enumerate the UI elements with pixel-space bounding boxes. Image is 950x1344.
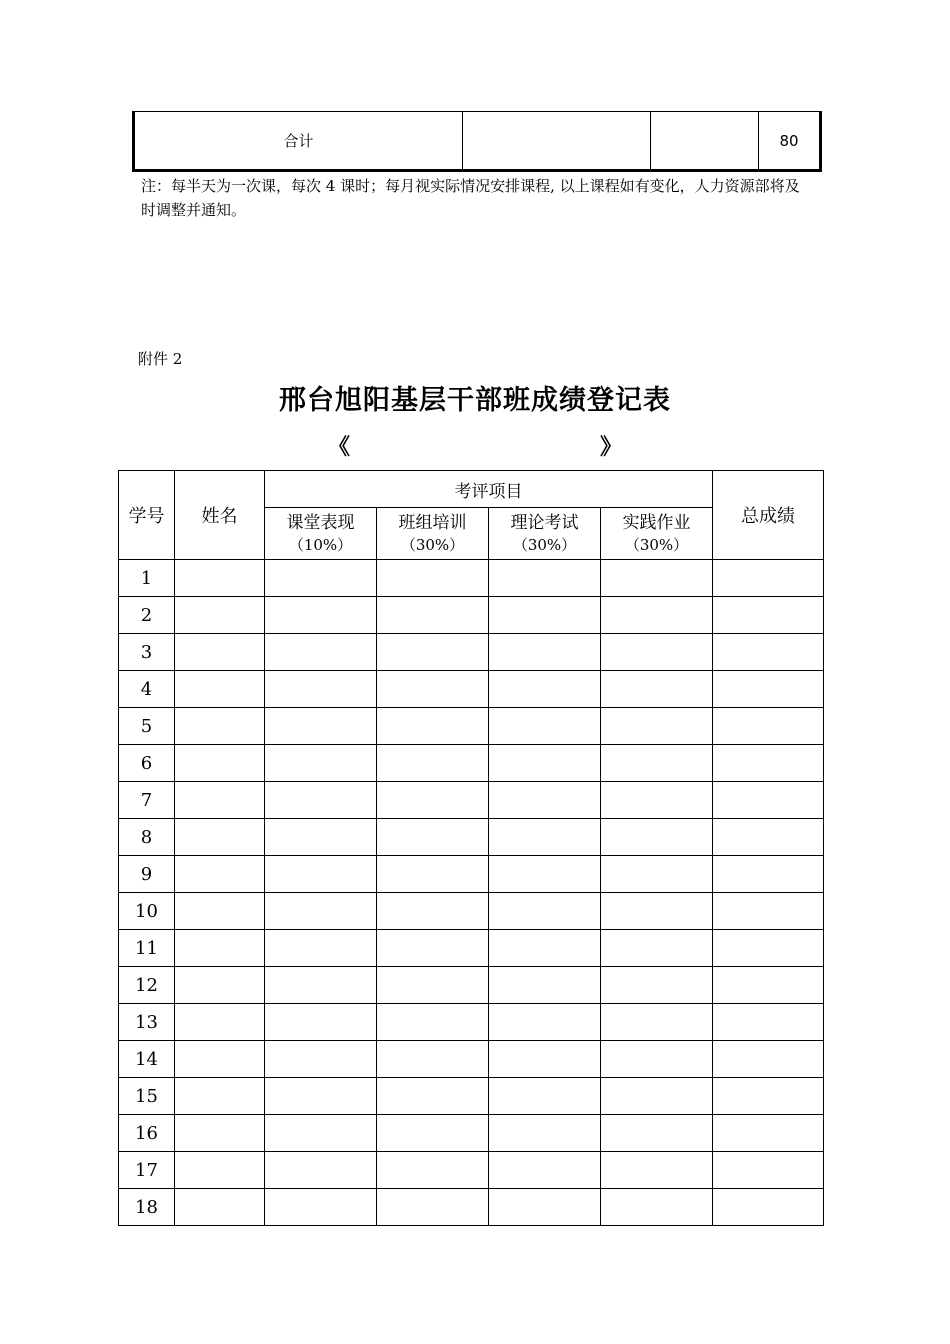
header-name: 姓名 xyxy=(175,471,265,560)
table-row xyxy=(119,1041,824,1078)
course-note: 注：每半天为一次课，每次 4 课时；每月视实际情况安排课程, 以上课程如有变化，人力资源部将及时调整并通知。 xyxy=(141,177,800,219)
table-row xyxy=(119,856,824,893)
grade-cell xyxy=(713,930,824,967)
grade-cell xyxy=(175,560,265,597)
grade-cell xyxy=(377,1078,489,1115)
table-row xyxy=(119,782,824,819)
header-total-score: 总成绩 xyxy=(713,471,824,560)
grade-cell xyxy=(377,1004,489,1041)
grade-cell xyxy=(713,708,824,745)
header-sub-item xyxy=(265,508,377,560)
grade-cell xyxy=(377,893,489,930)
grade-cell xyxy=(713,893,824,930)
grade-cell xyxy=(265,597,377,634)
row-number: 7 xyxy=(119,782,175,819)
grade-cell xyxy=(489,1189,601,1226)
row-number: 13 xyxy=(119,1004,175,1041)
grade-cell xyxy=(713,967,824,1004)
grade-cell xyxy=(489,967,601,1004)
sub-item-label: 实践作业 xyxy=(622,512,691,533)
grade-cell xyxy=(489,708,601,745)
grade-cell xyxy=(175,782,265,819)
grade-cell xyxy=(265,745,377,782)
grade-cell xyxy=(489,893,601,930)
header-sub-item xyxy=(377,508,489,560)
bracket-right: 》 xyxy=(600,434,623,460)
grade-cell xyxy=(601,893,713,930)
grade-cell xyxy=(175,634,265,671)
grade-cell xyxy=(713,560,824,597)
grade-cell xyxy=(489,856,601,893)
table-row xyxy=(119,1152,824,1189)
sub-item-weight: （30%） xyxy=(624,535,689,554)
grade-cell xyxy=(601,708,713,745)
grade-cell xyxy=(713,856,824,893)
grade-cell xyxy=(265,893,377,930)
sub-item-label: 课堂表现 xyxy=(286,512,355,533)
grade-cell xyxy=(601,597,713,634)
table-row xyxy=(119,560,824,597)
grade-cell xyxy=(601,1152,713,1189)
grade-cell xyxy=(489,782,601,819)
grade-cell xyxy=(713,1152,824,1189)
header-row-1 xyxy=(119,471,824,508)
table-row xyxy=(119,1189,824,1226)
grade-cell xyxy=(601,745,713,782)
total-value: 80 xyxy=(759,112,821,171)
grade-cell xyxy=(175,819,265,856)
grade-cell xyxy=(175,1152,265,1189)
grade-cell xyxy=(265,671,377,708)
grade-cell xyxy=(265,1041,377,1078)
grade-cell xyxy=(601,1041,713,1078)
grade-cell xyxy=(601,967,713,1004)
grade-cell xyxy=(265,967,377,1004)
grade-cell xyxy=(265,560,377,597)
grade-cell xyxy=(713,1115,824,1152)
grade-cell xyxy=(175,1115,265,1152)
total-table xyxy=(132,111,822,172)
page-title: 邢台旭阳基层干部班成绩登记表 xyxy=(279,385,671,416)
grade-cell xyxy=(175,930,265,967)
table-row xyxy=(119,967,824,1004)
grade-cell xyxy=(265,1152,377,1189)
row-number: 3 xyxy=(119,634,175,671)
grade-cell xyxy=(377,930,489,967)
grade-cell xyxy=(265,708,377,745)
grade-cell xyxy=(377,597,489,634)
grade-cell xyxy=(489,671,601,708)
grade-cell xyxy=(377,782,489,819)
grade-cell xyxy=(601,819,713,856)
grade-cell xyxy=(489,1078,601,1115)
grade-cell xyxy=(489,634,601,671)
grade-cell xyxy=(175,745,265,782)
grade-cell xyxy=(489,1004,601,1041)
row-number: 6 xyxy=(119,745,175,782)
row-number: 18 xyxy=(119,1189,175,1226)
row-number: 12 xyxy=(119,967,175,1004)
grade-cell xyxy=(377,967,489,1004)
grade-cell xyxy=(175,708,265,745)
header-sub-item xyxy=(601,508,713,560)
table-row xyxy=(119,745,824,782)
grade-cell xyxy=(489,1115,601,1152)
sub-item-weight: （10%） xyxy=(288,535,353,554)
grade-cell xyxy=(601,782,713,819)
table-row xyxy=(119,1078,824,1115)
bracket-left: 《 xyxy=(328,434,351,460)
header-evaluation-items: 考评项目 xyxy=(265,471,713,508)
grade-cell xyxy=(175,1004,265,1041)
grade-cell xyxy=(489,1152,601,1189)
grade-cell xyxy=(377,1152,489,1189)
grade-cell xyxy=(713,1041,824,1078)
row-number: 2 xyxy=(119,597,175,634)
row-number: 17 xyxy=(119,1152,175,1189)
grade-cell xyxy=(489,1041,601,1078)
grade-cell xyxy=(377,560,489,597)
grade-cell xyxy=(601,930,713,967)
row-number: 4 xyxy=(119,671,175,708)
grade-cell xyxy=(265,930,377,967)
grade-cell xyxy=(713,819,824,856)
grade-cell xyxy=(377,745,489,782)
grade-cell xyxy=(713,1078,824,1115)
grade-cell xyxy=(713,1004,824,1041)
grade-cell xyxy=(489,597,601,634)
grade-cell xyxy=(601,560,713,597)
grade-cell xyxy=(601,671,713,708)
total-cell-2 xyxy=(463,112,651,171)
grade-cell xyxy=(265,782,377,819)
grade-cell xyxy=(713,782,824,819)
row-number: 11 xyxy=(119,930,175,967)
grade-cell xyxy=(265,856,377,893)
table-row xyxy=(119,1004,824,1041)
row-number: 5 xyxy=(119,708,175,745)
grade-cell xyxy=(713,1189,824,1226)
grade-cell xyxy=(265,634,377,671)
grade-cell xyxy=(489,560,601,597)
grade-cell xyxy=(377,856,489,893)
table-row xyxy=(119,708,824,745)
grade-cell xyxy=(175,967,265,1004)
grade-cell xyxy=(377,708,489,745)
grade-cell xyxy=(377,1115,489,1152)
grade-cell xyxy=(713,597,824,634)
grade-cell xyxy=(377,1189,489,1226)
row-number: 14 xyxy=(119,1041,175,1078)
row-number: 10 xyxy=(119,893,175,930)
table-row xyxy=(119,819,824,856)
sub-item-weight: （30%） xyxy=(512,535,577,554)
grade-table-body xyxy=(119,560,824,1226)
header-sub-item xyxy=(489,508,601,560)
grade-cell xyxy=(601,856,713,893)
grade-cell xyxy=(265,819,377,856)
grade-cell xyxy=(377,1041,489,1078)
table-row xyxy=(119,634,824,671)
total-row xyxy=(134,112,821,171)
grade-cell xyxy=(601,634,713,671)
sub-item-label: 理论考试 xyxy=(510,512,579,533)
grade-cell xyxy=(175,1189,265,1226)
table-row xyxy=(119,893,824,930)
row-number: 9 xyxy=(119,856,175,893)
sub-item-label: 班组培训 xyxy=(398,512,467,533)
grade-cell xyxy=(601,1004,713,1041)
grade-cell xyxy=(265,1115,377,1152)
row-number: 16 xyxy=(119,1115,175,1152)
grade-cell xyxy=(175,1078,265,1115)
grade-cell xyxy=(713,745,824,782)
grade-cell xyxy=(175,597,265,634)
grade-cell xyxy=(265,1004,377,1041)
grade-cell xyxy=(377,671,489,708)
grade-cell xyxy=(377,634,489,671)
table-row xyxy=(119,930,824,967)
grade-table xyxy=(118,470,824,1226)
grade-cell xyxy=(175,671,265,708)
grade-cell xyxy=(489,745,601,782)
grade-cell xyxy=(175,893,265,930)
total-label: 合计 xyxy=(134,112,463,171)
table-row xyxy=(119,1115,824,1152)
grade-cell xyxy=(265,1078,377,1115)
sub-item-weight: （30%） xyxy=(400,535,465,554)
header-student-id: 学号 xyxy=(119,471,175,560)
total-cell-3 xyxy=(651,112,759,171)
row-number: 1 xyxy=(119,560,175,597)
table-row xyxy=(119,671,824,708)
grade-cell xyxy=(601,1115,713,1152)
grade-cell xyxy=(175,1041,265,1078)
table-row xyxy=(119,597,824,634)
grade-cell xyxy=(601,1189,713,1226)
grade-cell xyxy=(489,930,601,967)
grade-cell xyxy=(489,819,601,856)
grade-cell xyxy=(377,819,489,856)
attachment-label: 附件 2 xyxy=(138,350,183,368)
row-number: 8 xyxy=(119,819,175,856)
grade-cell xyxy=(265,1189,377,1226)
grade-cell xyxy=(601,1078,713,1115)
grade-cell xyxy=(713,634,824,671)
grade-cell xyxy=(175,856,265,893)
row-number: 15 xyxy=(119,1078,175,1115)
grade-cell xyxy=(713,671,824,708)
